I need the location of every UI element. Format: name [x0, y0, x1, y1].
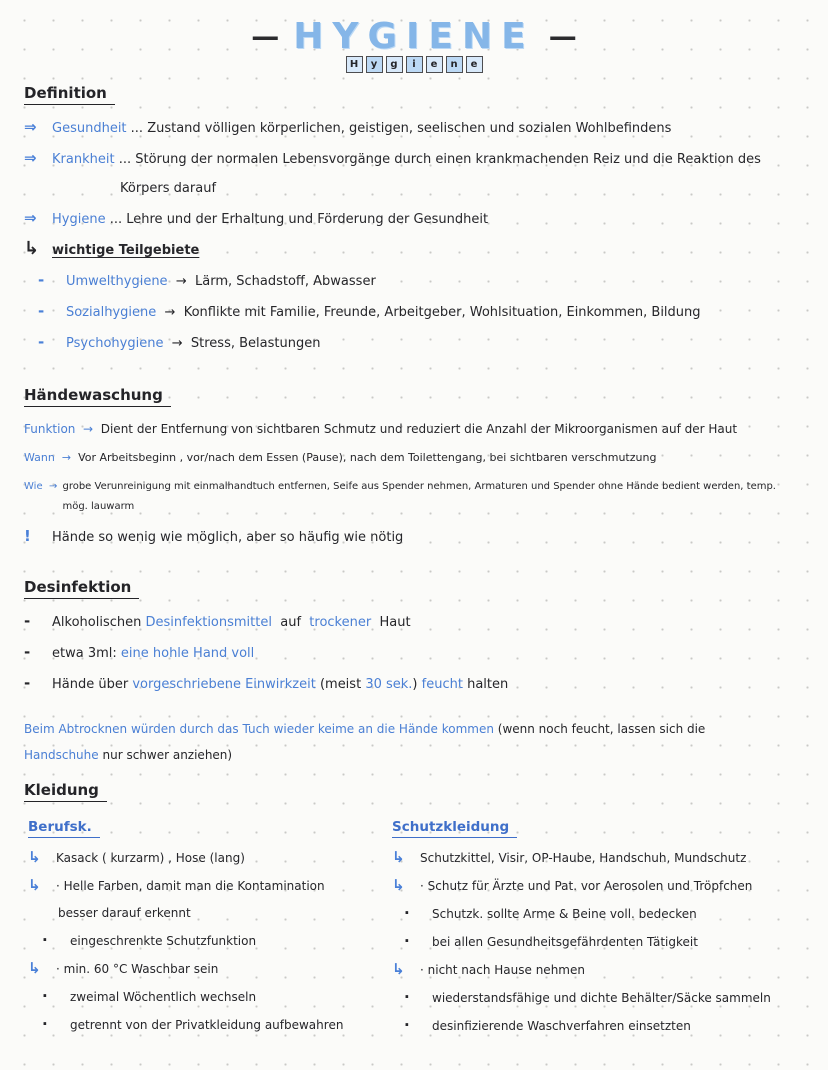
- line-marker: ↳: [28, 959, 41, 977]
- text-segment: getrennt von der Privatkleidung aufbewahren: [70, 1018, 344, 1032]
- line-marker: ·: [42, 987, 48, 1005]
- text-segment: Handschuhe: [24, 748, 99, 762]
- kleidung-column-berufskleidung: [24, 816, 392, 1044]
- note-line: [24, 642, 804, 664]
- text-segment: →: [156, 305, 184, 320]
- text-segment: etwa 3ml:: [52, 646, 121, 661]
- note-line: [28, 904, 392, 923]
- note-line: [24, 208, 804, 230]
- text-segment: Sozialhygiene: [66, 305, 157, 320]
- letter-tile: H: [346, 56, 363, 73]
- note-line: [24, 117, 804, 139]
- text-segment: Kasack ( kurzarm) , Hose (lang): [56, 851, 245, 865]
- title-letter-tiles: [24, 56, 804, 78]
- note-line: [24, 148, 804, 170]
- note-line: [392, 904, 804, 924]
- line-marker: -: [24, 674, 31, 692]
- text-segment: Schutzkittel, Visir, OP-Haube, Handschuh, Mundschutz: [420, 851, 747, 865]
- text-segment: desinfizierende Waschverfahren einsetzten: [432, 1019, 691, 1033]
- kleidung-columns: [24, 816, 804, 1044]
- haendewaschung-lines: [24, 419, 804, 548]
- text-segment: Hände so wenig wie möglich, aber so häufig wie nötig: [52, 530, 404, 545]
- section-heading-desinfektion: Desinfektion: [24, 578, 139, 599]
- definition-lines: [24, 117, 804, 354]
- line-marker: ·: [404, 932, 410, 950]
- text-segment: feucht: [421, 677, 463, 692]
- note-line: [24, 719, 804, 739]
- note-line: [28, 931, 392, 951]
- text-segment: Hände über: [52, 677, 133, 692]
- schutzkleidung-lines: [392, 848, 804, 1036]
- line-marker: ↳: [392, 848, 405, 866]
- text-segment: Dient der Entfernung von sichtbaren Schmutz und reduziert die Anzahl der Mikroorganismen auf der Haut: [100, 422, 738, 436]
- line-marker: -: [38, 302, 45, 320]
- text-segment: · Schutz für Ärzte und Pat. vor Aerosolen und Tröpfchen: [420, 879, 753, 893]
- line-marker: ↳: [392, 876, 405, 894]
- text-segment: halten: [462, 677, 509, 692]
- text-segment: →: [163, 336, 191, 351]
- text-segment: · min. 60 °C Waschbar sein: [56, 962, 219, 976]
- column-heading-berufskleidung: Berufsk.: [28, 819, 100, 838]
- line-marker: ·: [42, 1015, 48, 1033]
- note-line: [28, 959, 392, 979]
- section-desinfektion: [24, 572, 804, 695]
- text-segment: Desinfektionsmittel: [145, 615, 272, 630]
- section-kleidung: [24, 775, 804, 1044]
- note-line: [24, 419, 804, 439]
- text-segment: ... Zustand völligen körperlichen, geistigen, seelischen und sozialen Wohlbefindens: [126, 121, 672, 136]
- text-segment: Stress, Belastungen: [190, 336, 321, 351]
- text-segment: Beim Abtrocknen würden durch das Tuch wieder keime an die Hände kommen: [24, 722, 498, 736]
- note-line: [28, 876, 392, 896]
- note-line: [24, 239, 804, 261]
- letter-tile: e: [466, 56, 483, 73]
- letter-tile: g: [386, 56, 403, 73]
- text-segment: zweimal Wöchentlich wechseln: [70, 990, 257, 1004]
- text-segment: Krankheit: [52, 152, 115, 167]
- note-line: [24, 526, 804, 548]
- desinfektion-lines: [24, 611, 804, 695]
- line-marker: -: [24, 612, 31, 630]
- text-segment: →: [42, 481, 64, 492]
- column-heading-schutzkleidung: Schutzkleidung: [392, 819, 517, 838]
- text-segment: Alkoholischen: [52, 615, 146, 630]
- note-line: [24, 332, 804, 354]
- line-marker: ·: [42, 931, 48, 949]
- note-line: [28, 848, 392, 868]
- text-segment: ): [412, 677, 422, 692]
- title-dash-right: —: [548, 19, 577, 53]
- section-haendewaschung: [24, 380, 804, 548]
- note-line: [392, 876, 804, 896]
- text-segment: Funktion: [24, 422, 76, 436]
- text-segment: wichtige Teilgebiete: [52, 243, 200, 258]
- kleidung-column-schutzkleidung: [392, 816, 804, 1044]
- note-line: [24, 270, 804, 292]
- text-segment: eine hohle Hand voll: [120, 646, 255, 661]
- section-heading-kleidung: Kleidung: [24, 781, 107, 802]
- berufskleidung-lines: [28, 848, 392, 1035]
- text-segment: · Helle Farben, damit man die Kontamination: [56, 879, 325, 893]
- text-segment: Hygiene: [52, 212, 106, 227]
- line-marker: ↳: [392, 960, 405, 978]
- line-marker: ⇒: [24, 118, 37, 136]
- line-marker: ↳: [28, 848, 41, 866]
- line-marker: -: [38, 333, 45, 351]
- page-title-row: [24, 14, 804, 58]
- text-segment: →: [75, 422, 101, 436]
- text-segment: besser darauf erkennt: [58, 906, 191, 920]
- section-heading-haendewaschung: Händewaschung: [24, 386, 171, 407]
- page-title: HYGIENE: [293, 15, 535, 57]
- text-segment: ... Lehre und der Erhaltung und Förderung der Gesundheit: [105, 212, 489, 227]
- note-line: [24, 477, 804, 517]
- text-segment: grobe Verunreinigung mit einmalhandtuch entfernen, Seife aus Spender nehmen, Armaturen und Spender ohne Hände bedient werden, temp. mög. lauwarm: [62, 481, 780, 512]
- text-segment: 30 sek.: [365, 677, 413, 692]
- text-segment: nur schwer anziehen): [98, 748, 233, 762]
- text-segment: Vor Arbeitsbeginn , vor/nach dem Essen (Pause), nach dem Toilettengang, bei sichtbaren verschmutzung: [78, 451, 657, 464]
- line-marker: -: [24, 643, 31, 661]
- text-segment: (meist: [315, 677, 366, 692]
- line-marker: ⇒: [24, 149, 37, 167]
- letter-tile: n: [446, 56, 463, 73]
- note-line: [392, 848, 804, 868]
- text-segment: vorgeschriebene Einwirkzeit: [132, 677, 316, 692]
- letter-tile: i: [406, 56, 423, 73]
- note-line: [28, 1015, 392, 1035]
- text-segment: Wann: [24, 451, 55, 464]
- text-segment: Schutzk. sollte Arme & Beine voll. bedecken: [432, 907, 697, 921]
- text-segment: →: [54, 451, 79, 464]
- line-marker: ↳: [24, 238, 40, 259]
- note-line: [24, 611, 804, 633]
- note-line: [24, 448, 804, 468]
- text-segment: · nicht nach Hause nehmen: [420, 963, 585, 977]
- text-segment: eingeschrenkte Schutzfunktion: [70, 934, 257, 948]
- section-heading-definition: Definition: [24, 84, 115, 105]
- text-segment: (wenn noch feucht, lassen sich die: [497, 722, 706, 736]
- line-marker: !: [24, 527, 31, 545]
- text-segment: ... Störung der normalen Lebensvorgänge durch einen krankmachenden Reiz und die Reaktion des: [114, 152, 761, 167]
- text-segment: trockener: [309, 615, 372, 630]
- letter-tile: y: [366, 56, 383, 73]
- line-marker: ↳: [28, 876, 41, 894]
- note-line: [24, 745, 804, 765]
- line-marker: -: [38, 271, 45, 289]
- text-segment: Konflikte mit Familie, Freunde, Arbeitgeber, Wohlsituation, Einkommen, Bildung: [183, 305, 701, 320]
- note-line: [24, 301, 804, 323]
- note-line: [392, 932, 804, 952]
- note-line: [392, 1016, 804, 1036]
- text-segment: Haut: [371, 615, 411, 630]
- text-segment: auf: [271, 615, 310, 630]
- text-segment: Gesundheit: [52, 121, 127, 136]
- text-segment: Wie: [24, 481, 43, 492]
- line-marker: ·: [404, 988, 410, 1006]
- line-marker: ·: [404, 904, 410, 922]
- text-segment: →: [167, 274, 195, 289]
- text-segment: Psychohygiene: [66, 336, 164, 351]
- text-segment: bei allen Gesundheitsgefährdenten Tätigkeit: [432, 935, 698, 949]
- text-segment: wiederstandsfähige und dichte Behälter/Säcke sammeln: [432, 991, 771, 1005]
- text-segment: Lärm, Schadstoff, Abwasser: [195, 274, 376, 289]
- line-marker: ·: [404, 1016, 410, 1034]
- note-line: [28, 987, 392, 1007]
- note-line: [392, 960, 804, 980]
- note-line: [24, 673, 804, 695]
- title-dash-left: —: [251, 19, 280, 53]
- line-marker: ⇒: [24, 209, 37, 227]
- text-segment: Körpers darauf: [120, 181, 217, 196]
- text-segment: Umwelthygiene: [66, 274, 168, 289]
- note-line: [392, 988, 804, 1008]
- note-line: [24, 179, 804, 199]
- section-definition: [24, 78, 804, 354]
- letter-tile: e: [426, 56, 443, 73]
- abtrocknen-note: [24, 719, 804, 765]
